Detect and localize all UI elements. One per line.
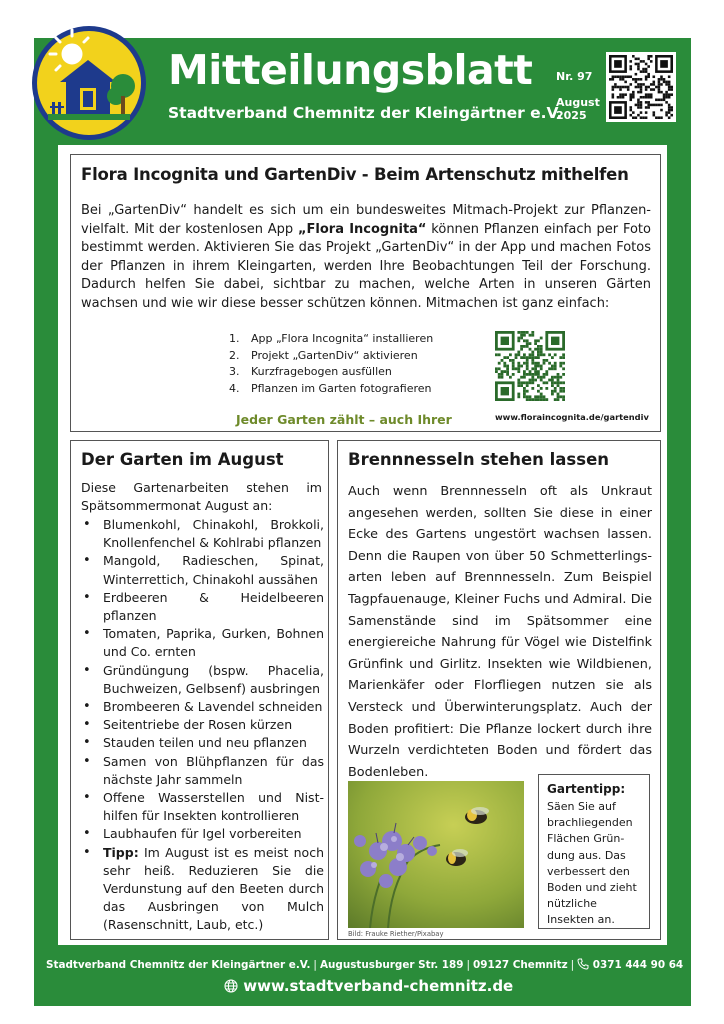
qr-code-icon (495, 331, 565, 401)
newsletter-publisher: Stadtverband Chemnitz der Kleingärtner e.V. (168, 104, 563, 122)
issue-month: August (556, 96, 600, 109)
august-heading: Der Garten im August (81, 450, 284, 469)
issue-date (556, 96, 600, 122)
list-item: • Stauden teilen und neu pflanzen (81, 734, 324, 752)
august-intro: Diese Gartenarbeiten stehen im Spätsommermonat August an: (81, 480, 322, 514)
nettles-heading: Brennnesseln stehen lassen (348, 450, 610, 469)
footer-phone[interactable]: 0371 444 90 64 (592, 959, 684, 971)
feature-steps-list (229, 331, 433, 397)
nettles-body: Auch wenn Brennnesseln oft als Unkraut angesehen werden, sollten Sie diese in einer Ecke des Gartens ungestört wachsen lassen. Denn die Raupen von über 50 Schmetterlings-arten leben auf Brennnesseln. Zum Beispiel Tagpfauenauge, Kleiner Fuchs und Admiral. Die Samenstände sind im Spätsommer eine energiereiche Nahrung für Vögel wie Distelfink Grünfink und Girlitz. Insekten wie Wildbienen, Marienkäfer oder Florfliegen nutzen sie als Versteck und Überwinterungsplatz. Auch der Boden profitiert: Die Pflanze lockert durch ihre Wurzeln verdichteten Boden und fördert das Bodenleben. (348, 484, 652, 780)
list-item (229, 331, 433, 348)
qr-code-icon (609, 55, 673, 119)
garden-tip-box (538, 774, 650, 929)
issue-year: 2025 (556, 109, 587, 122)
feature-app-name: „Flora Incognita“ (298, 221, 427, 237)
nettles-article (337, 440, 661, 940)
feature-body-part1: Bei „GartenDiv“ handelt es sich um ein bundesweites Mitmach-Projekt zur Pflanzen-vielfalt. Mit der kostenlosen App (81, 203, 651, 237)
footer-city: 09127 Chemnitz (473, 959, 568, 971)
step-number: 2. (229, 348, 240, 362)
footer-contact (46, 958, 684, 971)
footer-separator: | (313, 959, 317, 971)
feature-body-part2: können Pflanzen einfach per Foto bestimmt werden. Aktivieren Sie das Projekt „GartenDiv“ in der App und machen Fotos der Pflanzen in ihrem Kleingarten, werden Ihre Beobachtungen Teil der Forschung. Dadurch helfen Sie dabei, sichtbar zu machen, welche Arten in unseren Gärten wachsen und wie wir diese besser schützen können. Mitmachen ist ganz einfach: (81, 221, 651, 311)
list-item: • Erdbeeren & Heidelbeeren pflanzen (81, 589, 324, 625)
globe-icon (224, 979, 238, 993)
list-item (229, 381, 433, 398)
step-number: 4. (229, 381, 240, 395)
garden-tip-text: Säen Sie auf brachliegenden Flächen Grün-dung aus. Das verbessert den Boden und zieht nützliche Insekten an. (547, 800, 637, 927)
tip-label: Tipp: (103, 844, 139, 860)
footer-street: Augustusburger Str. 189 (319, 959, 464, 971)
qr-code-gartendiv[interactable] (495, 331, 565, 401)
phone-icon (577, 958, 589, 970)
allotment-club-logo (30, 24, 148, 142)
list-item: • Gründüngung (bspw. Phacelia, Buchweizen, Gelbsenf) ausbringen (81, 662, 324, 698)
list-item: • Offene Wasserstellen und Nist-hilfen für Insekten kontrollieren (81, 789, 324, 825)
issue-number: Nr. 97 (556, 70, 593, 83)
list-item (81, 844, 324, 935)
step-text: Kurzfragebogen ausfüllen (251, 365, 392, 379)
list-item: • Brombeeren & Lavendel schneiden (81, 698, 324, 716)
step-number: 3. (229, 365, 240, 379)
feature-slogan: Jeder Garten zählt – auch Ihrer (236, 412, 452, 427)
newsletter-title: Mitteilungsblatt (168, 46, 533, 94)
step-text: Pflanzen im Garten fotografieren (251, 381, 432, 395)
phacelia-bumblebee-photo (348, 781, 524, 928)
photo-credit: Bild: Frauke Riether/Pixabay (348, 930, 444, 938)
list-item: • Laubhaufen für Igel vorbereiten (81, 825, 324, 843)
step-text: Projekt „GartenDiv“ aktivieren (251, 348, 418, 362)
august-article (70, 440, 329, 940)
feature-body (81, 202, 651, 314)
footer-org: Stadtverband Chemnitz der Kleingärtner e.V. (46, 959, 311, 971)
step-number: 1. (229, 332, 240, 345)
feature-heading: Flora Incognita und GartenDiv - Beim Artenschutz mithelfen (81, 165, 629, 184)
list-item: • Blumenkohl, Chinakohl, Brokkoli, Knollenfenchel & Kohlrabi pflanzen (81, 516, 324, 552)
feature-article (70, 154, 661, 432)
footer-separator: | (466, 959, 470, 971)
gartendiv-link[interactable]: www.floraincognita.de/gartendiv (495, 412, 649, 422)
qr-code-website[interactable] (606, 52, 676, 122)
website-link[interactable]: www.stadtverband-chemnitz.de (243, 977, 514, 995)
list-item: • Samen von Blühpflanzen für das nächste Jahr sammeln (81, 753, 324, 789)
footer-separator: | (570, 959, 575, 971)
footer-website[interactable] (224, 977, 513, 995)
list-item: • Mangold, Radieschen, Spinat, Winterrettich, Chinakohl aussähen (81, 552, 324, 588)
list-item: • Tomaten, Paprika, Gurken, Bohnen und Co. ernten (81, 625, 324, 661)
august-task-list (81, 516, 324, 935)
list-item: • Seitentriebe der Rosen kürzen (81, 716, 324, 734)
list-item (229, 348, 433, 365)
list-item (229, 364, 433, 381)
garden-tip-heading: Gartentipp: (547, 782, 626, 796)
tip-text: Im August ist es meist noch sehr heiß. Reduzieren Sie die Verdunstung auf den Beeten durch das Ausbringen von Mulch (Rasenschnitt, Laub, etc.) (103, 844, 324, 933)
step-text: App „Flora Incognita“ installieren (251, 332, 434, 345)
